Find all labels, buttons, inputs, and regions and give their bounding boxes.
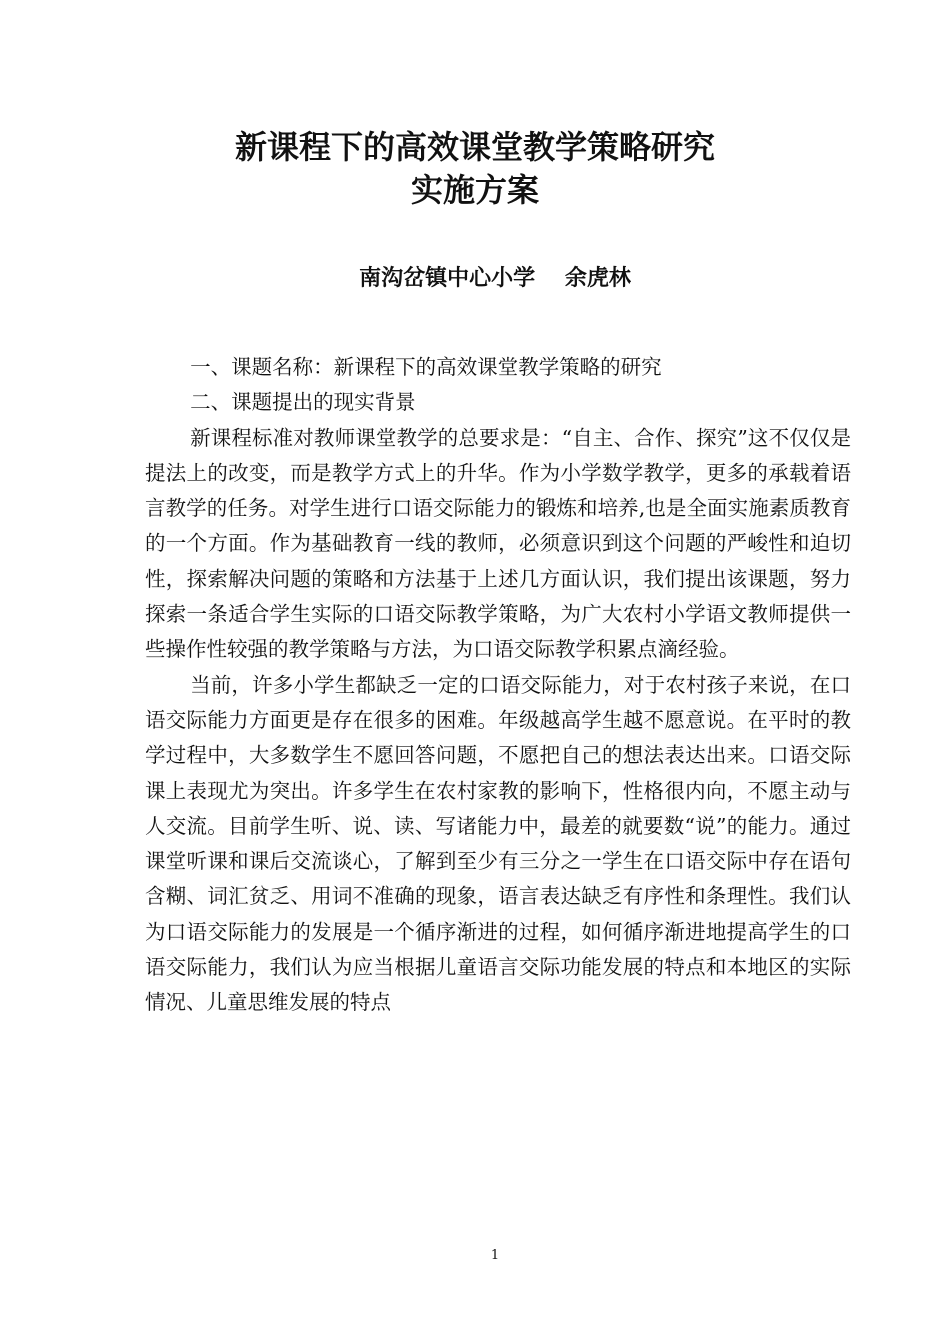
author-byline: 南沟岔镇中心小学 余虎林	[359, 266, 631, 291]
page-number: 1	[490, 1248, 500, 1263]
body-paragraph: 新课程标准对教师课堂教学的总要求是：“自主、合作、探究”这不仅仅是提法上的改变，而是教学方式上的升华。作为小学数学教学，更多的承载着语言教学的任务。对学生进行口语交际能力的锻炼和培养,也是全面实施素质教育的一个方面。作为基础教育一线的教师，必须意识到这个问题的严峻性和迫切性，探索解决问题的策略和方法基于上述几方面认识，我们提出该课题，努力探索一条适合学生实际的口语交际教学策略，为广大农村小学语文教师提供一些操作性较强的教学策略与方法，为口语交际教学积累点滴经验。	[145, 425, 851, 662]
document-title-line-1: 新课程下的高效课堂教学策略研究	[234, 128, 715, 166]
section-heading-background: 二、课题提出的现实背景	[190, 390, 416, 415]
section-heading-topic-name: 一、课题名称：新课程下的高效课堂教学策略的研究	[190, 355, 662, 379]
document-body	[145, 350, 851, 1021]
document-title-line-2: 实施方案	[410, 171, 539, 209]
body-paragraph: 当前，许多小学生都缺乏一定的口语交际能力，对于农村孩子来说，在口语交际能力方面更是存在很多的困难。年级越高学生越不愿意说。在平时的教学过程中，大多数学生不愿回答问题，不愿把自己的想法表达出来。口语交际课上表现尤为突出。许多学生在农村家教的影响下，性格很内向，不愿主动与人交流。目前学生听、说、读、写诸能力中，最差的就要数“说”的能力。通过课堂听课和课后交流谈心，了解到至少有三分之一学生在口语交际中存在语句含糊、词汇贫乏、用词不准确的现象，语言表达缺乏有序性和条理性。我们认为口语交际能力的发展是一个循序渐进的过程，如何循序渐进地提高学生的口语交际能力，我们认为应当根据儿童语言交际功能发展的特点和本地区的实际情况、儿童思维发展的特点	[145, 672, 851, 1015]
